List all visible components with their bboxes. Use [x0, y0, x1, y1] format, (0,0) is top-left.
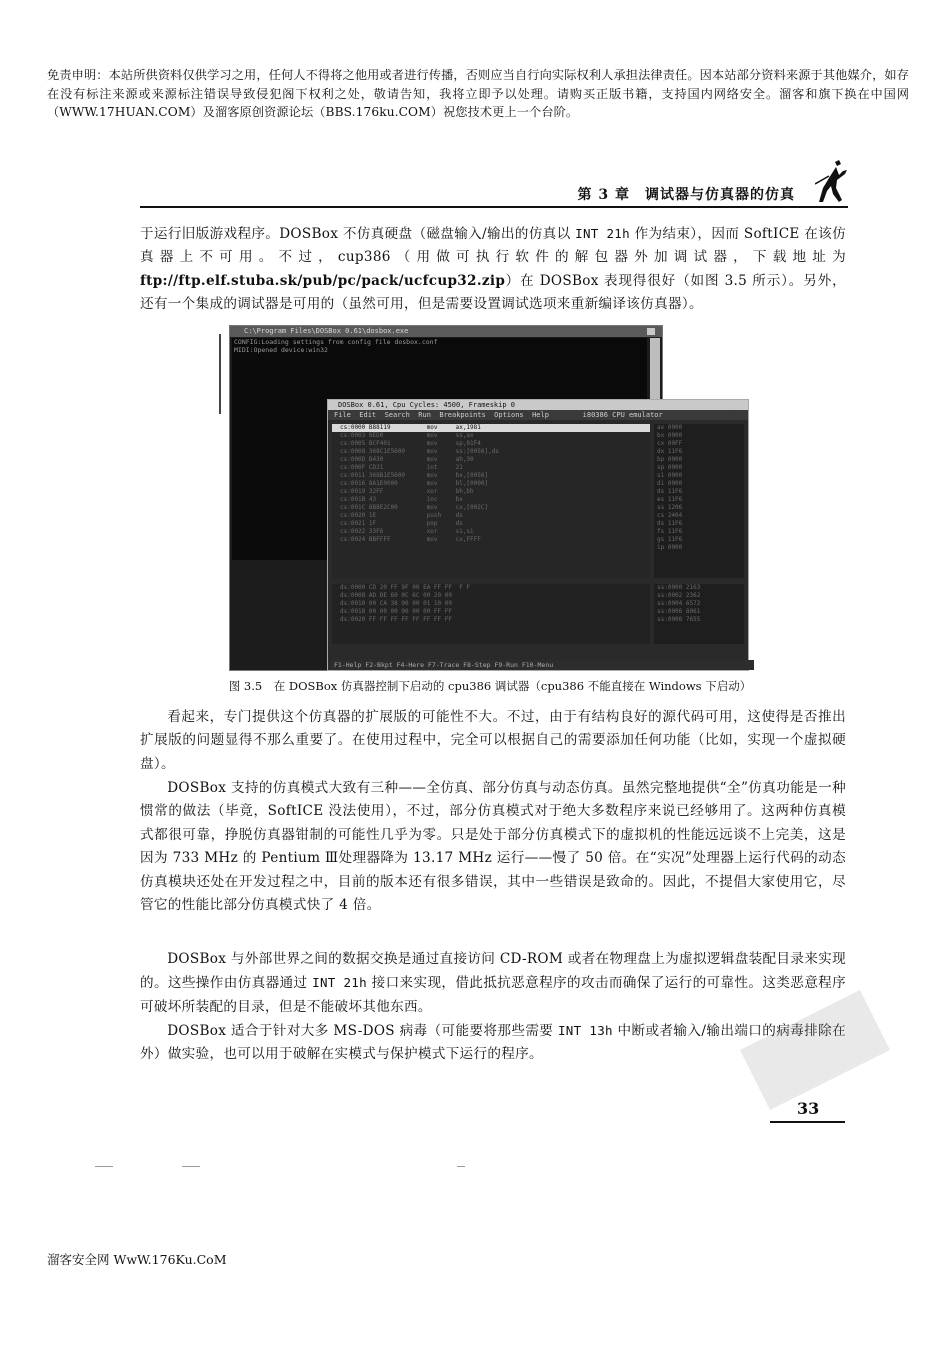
disassembly-pane: cs:0000 B88119 mov ax,1981 cs:0003 8ED0 mov ss,ax cs:0005 BCF401 mov sp,01F4 cs:0008 368C1E5600 mov ss:[0056],ds cs:000D B430 mov ah,30 cs:000F CD21 int 21 cs:0011 368B1E5600 mov bx,[0056] cs:0016 8A1E0000 mov bl,[0000] cs:0019 32FF xor bh,bh cs:001B 43 inc bx cs:001C 8B8E2C00 mov cx,[002C] cs:0020 1E push ds cs:0021 1F pop ds cs:0022 33F6 xor si,si cs:0024 BBFFFF mov cx,FFFF [332, 424, 650, 578]
disclaimer-text: 免责申明：本站所供资料仅供学习之用，任何人不得将之他用或者进行传播，否则应当自行向实际权利人承担法律责任。因本站部分资料来源于其他媒介，如存在没有标注来源或来源标注错误导致侵犯阁下权利之处，敬请告知，我将立即予以处理。请购买正版书籍，支持国内网络安全。溜客和旗下换在中国网（WWW.17HUAN.COM）及溜客原创资源论坛（BBS.176ku.COM）祝您技术更上一个台阶。 [47, 68, 909, 119]
console-window-titlebar: C:\Program Files\DOSBox 0.61\dosbox.exe [230, 326, 662, 337]
fencer-logo-icon [815, 158, 849, 206]
chapter-title: 第 3 章 调试器与仿真器的仿真 [577, 187, 795, 203]
paragraph-3: DOSBox 支持的仿真模式大致有三种——全仿真、部分仿真与动态仿真。虽然完整地提供“全”仿真功能是一种惯常的做法（毕竟，SoftICE 没法使用），不过，部分仿真模式对于绝大多数程序来说已经够用了。这两种仿真模式都很可靠，挣脱仿真器钳制的可能性几乎为零。只是处于部分仿真模式下的虚拟机的性能远远谈不上完美，这是因为 733 MHz 的 Pentium Ⅲ处理器降为 13.17 MHz 运行——慢了 50 倍。在“实况”处理器上运行代码的动态仿真模块还处在开发过程之中，目前的版本还有很多错误，其中一些错误是致命的。因此，不提倡大家使用它，尽管它的性能比部分仿真模式快了 4 倍。 [140, 780, 846, 914]
scan-artifact [457, 1166, 465, 1167]
dosbox-debugger-window [327, 399, 749, 671]
paragraph-1: 于运行旧版游戏程序。DOSBox 不仿真硬盘（磁盘输入/输出的仿真以 INT 21h 作为结束），因而 SoftICE 在该仿真器上不可用。不过，cup386（用做可执行软件的解包器外加调试器，下载地址为 ftp://ftp.elf.stuba.sk/pub/pc/pack/ucfcup32.zip）在 DOSBox 表现得很好（如图 3.5 所示）。另外，还有一个集成的调试器是可用的（虽然可用，但是需要设置调试选项来重新编译该仿真器）。 [140, 226, 847, 313]
memory-dump-pane: ds:0000 CD 20 FF 9F 00 EA FF FF F F ds:0008 AD DE 60 0C 6C 00 20 00 ds:0010 00 CA 38 00 00 01 10 00 ds:0018 00 00 00 00 00 00 FF FF ds:0020 FF FF FF FF FF FF FF FF [332, 584, 650, 644]
page-number-rule [770, 1121, 845, 1123]
paragraph-2: 看起来，专门提供这个仿真器的扩展版的可能性不大。不过，由于有结构良好的源代码可用，这使得是否推出扩展版的问题显得不那么重要了。在使用过程中，完全可以根据自己的需要添加任何功能（比如，实现一个虚拟硬盘）。 [140, 709, 846, 772]
stack-pane: ss:0000 2163 ss:0002 2362 ss:0004 6572 ss:0006 8061 ss:0008 7655 [654, 584, 744, 644]
page-number: 33 [797, 1099, 820, 1118]
ftp-link: ftp://ftp.elf.stuba.sk/pub/pc/pack/ucfcup32.zip [140, 272, 506, 289]
pdg-watermark-icon [740, 990, 890, 1110]
scan-artifact [95, 1166, 113, 1167]
debugger-menu-bar: File Edit Search Run Breakpoints Options Help i80386 CPU emulator [328, 410, 748, 420]
chapter-header [140, 178, 840, 206]
header-rule [140, 206, 848, 208]
figure-caption: 图 3.5 在 DOSBox 仿真器控制下启动的 cpu386 调试器（cpu386 不能直接在 Windows 下启动） [228, 679, 752, 693]
footer-site-text: 溜客安全网 WwW.176Ku.CoM [47, 1252, 227, 1267]
figure-screenshot [229, 325, 701, 671]
scan-artifact [182, 1166, 200, 1167]
console-window-body: CONFIG:Loading settings from config file dosbox.conf MIDI:Opened device:win32 [232, 338, 647, 560]
paragraph-5: DOSBox 适合于针对大多 MS-DOS 病毒（可能要将那些需要 INT 13h 中断或者输入/输出端口的病毒排除在外）做实验，也可以用于破解在实模式与保护模式下运行的程序。 [140, 1023, 846, 1063]
registers-pane: ax 0000 bx 0000 cx 00FF dx 11F6 bp 0000 sp 0000 si 0000 di 0000 ds 11F6 es 11F6 ss 1206 cs 2404 ds 11F6 fs 11F6 gs 11F6 ip 0000 [654, 424, 744, 578]
debugger-status-bar: F1-Help F2-Bkpt F4-Here F7-Trace F8-Step F9-Run F10-Menu [328, 660, 754, 670]
debugger-titlebar: DOSBox 0.61, Cpu Cycles: 4500, Frameskip 0 [328, 400, 748, 410]
paragraph-4: DOSBox 与外部世界之间的数据交换是通过直接访问 CD-ROM 或者在物理盘上为虚拟逻辑盘装配目录来实现的。这些操作由仿真器通过 INT 21h 接口来实现，借此抵抗恶意程序的攻击而确保了运行的可靠性。这类恶意程序可破坏所装配的目录，但是不能破坏其他东西。 [140, 951, 846, 1015]
figure-margin-line [219, 334, 221, 414]
